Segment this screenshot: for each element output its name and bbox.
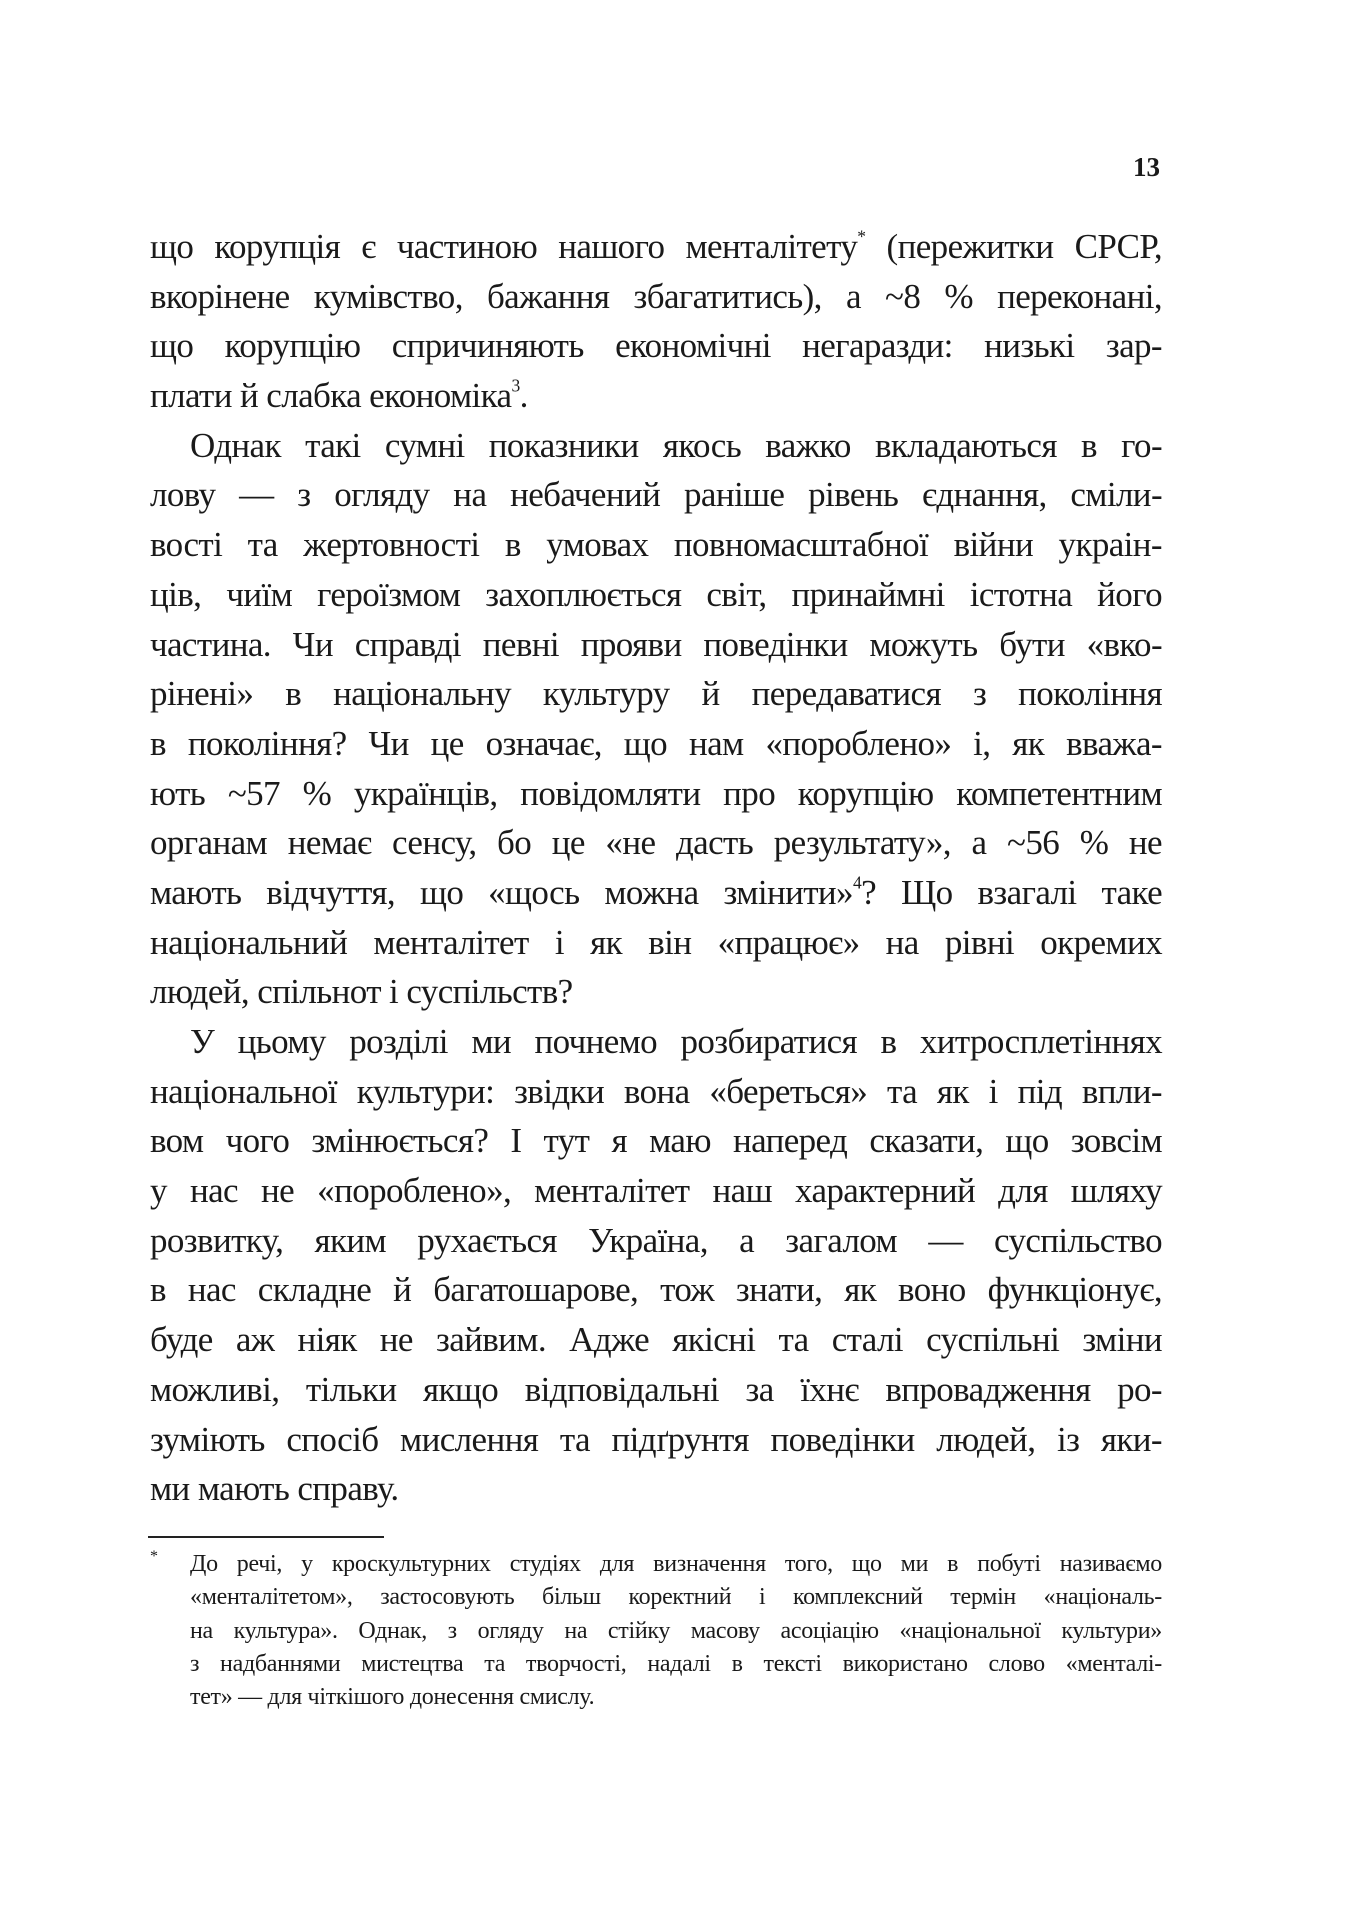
text-segment: рінені» в національну культуру й передаватися з покоління: [150, 674, 1162, 714]
footnote-reference: 3: [511, 375, 520, 396]
text-line: [150, 1116, 1162, 1166]
text-segment: .: [519, 376, 528, 416]
text-segment: людей, спільнот і суспільств?: [150, 972, 573, 1012]
text-line: [150, 570, 1162, 620]
text-segment: на культура». Однак, з огляду на стійку масову асоціацію «національної культури»: [190, 1617, 1162, 1644]
text-line: [150, 620, 1162, 670]
text-segment: органам немає сенсу, бо це «не дасть результату», а ~56 % не: [150, 823, 1162, 863]
text-segment: Однак такі сумні показники якось важко вкладаються в го-: [190, 425, 1162, 465]
text-line: [150, 967, 1162, 1017]
footnote-text: [190, 1548, 1162, 1714]
text-segment: ців, чиїм героїзмом захоплюється світ, принаймні істотна його: [150, 574, 1162, 614]
text-segment: лову — з огляду на небачений раніше рівень єднання, сміли-: [150, 475, 1162, 515]
footnote: [150, 1548, 1162, 1714]
text-segment: ? Що взагалі таке: [861, 872, 1163, 912]
text-line: [150, 222, 1162, 272]
text-line: [150, 918, 1162, 968]
text-segment: (пережитки СРСР,: [865, 227, 1163, 266]
footnote-reference: 4: [852, 872, 862, 893]
page-number: 13: [1133, 152, 1160, 182]
text-segment: буде аж ніяк не зайвим. Адже якісні та сталі суспільні зміни: [150, 1320, 1162, 1360]
text-segment: У цьому розділі ми почнемо розбиратися в хитросплетіннях: [190, 1022, 1162, 1061]
text-line: [150, 321, 1162, 371]
text-segment: частина. Чи справді певні прояви поведінки можуть бути «вко-: [150, 624, 1162, 664]
text-line: [150, 719, 1162, 769]
text-line: [190, 1615, 1162, 1648]
text-segment: національний менталітет і як він «працює» на рівні окремих: [150, 922, 1162, 962]
text-line: [150, 1265, 1162, 1315]
text-segment: ють ~57 % українців, повідомляти про корупцію компетентним: [150, 773, 1162, 813]
text-line: [150, 1315, 1162, 1365]
text-line: [150, 1464, 1162, 1514]
text-segment: До речі, у кроскультурних студіях для визначення того, що ми в побуті називаємо: [190, 1551, 1162, 1577]
text-segment: в покоління? Чи це означає, що нам «пороблено» і, як вважа-: [150, 723, 1162, 763]
footnote-marker: *: [150, 1548, 158, 1565]
text-segment: можливі, тільки якщо відповідальні за їхнє впровадження ро-: [150, 1369, 1162, 1409]
text-segment: вості та жертовності в умовах повномасштабної війни украін-: [150, 525, 1162, 565]
text-line: [150, 769, 1162, 819]
text-line: [150, 371, 1162, 421]
footnote-divider: [148, 1536, 384, 1538]
text-segment: у нас не «пороблено», менталітет наш характерний для шляху: [150, 1171, 1162, 1211]
text-segment: в нас складне й багатошарове, тож знати, як воно функціонує,: [150, 1270, 1162, 1310]
text-segment: вом чого змінюється? І тут я маю наперед сказати, що зовсім: [150, 1121, 1162, 1161]
text-line: [190, 1581, 1162, 1614]
text-segment: що корупцію спричиняють економічні негаразди: низькі зар-: [150, 326, 1162, 366]
text-segment: ми мають справу.: [150, 1469, 399, 1509]
text-segment: тет» — для чіткішого донесення смислу.: [190, 1684, 595, 1711]
footnote-reference: *: [857, 226, 866, 247]
text-line: [150, 421, 1162, 471]
text-line: [150, 1216, 1162, 1266]
text-line: [150, 1365, 1162, 1415]
text-segment: мають відчуття, що «щось можна змінити»: [150, 872, 853, 912]
text-segment: розвитку, яким рухається Україна, а загалом — суспільство: [150, 1220, 1162, 1260]
text-segment: національної культури: звідки вона «береться» та як і під впли-: [150, 1071, 1162, 1111]
text-segment: вкорінене кумівство, бажання збагатитись), а ~8 % переконані,: [150, 276, 1162, 316]
text-line: [150, 1415, 1162, 1465]
text-line: [150, 868, 1162, 918]
text-line: [190, 1648, 1162, 1681]
text-segment: «менталітетом», застосовують більш коректний і комплексний термін «національ-: [190, 1584, 1162, 1611]
text-line: [150, 1067, 1162, 1117]
text-line: [190, 1548, 1162, 1581]
text-line: [190, 1681, 1162, 1714]
main-text: [150, 222, 1162, 1514]
text-line: [150, 669, 1162, 719]
text-segment: плати й слабка економіка: [150, 376, 512, 416]
text-segment: зуміють спосіб мислення та підґрунтя поведінки людей, із яки-: [150, 1419, 1162, 1459]
text-line: [150, 470, 1162, 520]
text-segment: з надбаннями мистецтва та творчості, надалі в тексті використано слово «менталі-: [190, 1650, 1162, 1677]
text-segment: що корупція є частиною нашого менталітету: [150, 227, 858, 266]
text-line: [150, 1017, 1162, 1067]
text-line: [150, 520, 1162, 570]
text-line: [150, 818, 1162, 868]
text-line: [150, 1166, 1162, 1216]
text-line: [150, 272, 1162, 322]
